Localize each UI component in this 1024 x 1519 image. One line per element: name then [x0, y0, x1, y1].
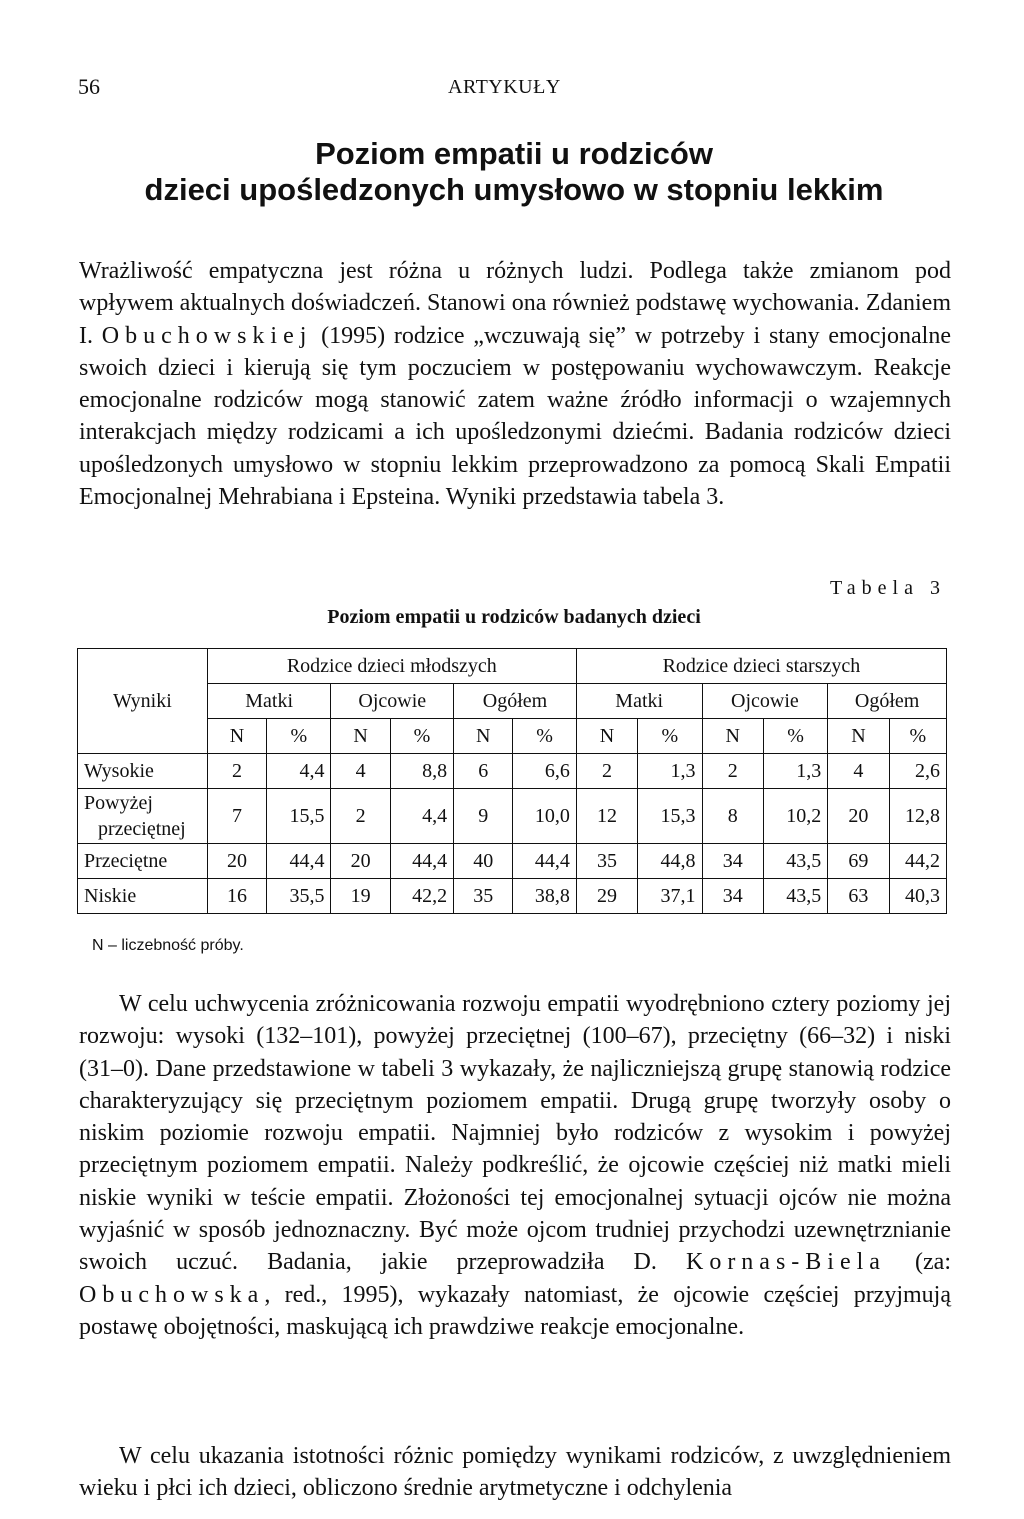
cell-n: 2 — [702, 754, 763, 789]
cell-pct: 15,3 — [638, 789, 702, 844]
article-title-line-1: Poziom empatii u rodziców — [315, 136, 713, 171]
table-row — [78, 754, 947, 789]
author-name-kornas-biela: Kornas-Biela — [685, 1249, 886, 1276]
author-name-obuchowska-2: Obuchowska — [79, 1281, 265, 1308]
table-row — [78, 879, 947, 914]
header-wyniki: Wyniki — [78, 649, 208, 754]
table-title: Poziom empatii u rodziców badanych dzieci — [327, 606, 701, 628]
paragraph-1 — [79, 255, 951, 513]
row-label: Niskie — [78, 879, 208, 914]
cell-n: 20 — [207, 844, 266, 879]
cell-n: 69 — [828, 844, 889, 879]
cell-n: 29 — [576, 879, 637, 914]
cell-n: 35 — [454, 879, 513, 914]
paragraph-3-text: W celu ukazania istotności różnic pomiędzy wynikami rodziców, z uwzględnieniem wieku i płci ich dzieci, obliczono średnie arytmetyczne i odchylenia — [79, 1443, 951, 1502]
row-label: Przeciętne — [78, 844, 208, 879]
cell-pct: 10,2 — [763, 789, 827, 844]
header-pct: % — [763, 719, 827, 754]
cell-pct: 38,8 — [513, 879, 576, 914]
author-name-obuchowska: Obuchowskiej — [101, 322, 313, 349]
cell-pct: 37,1 — [638, 879, 702, 914]
cell-pct: 1,3 — [638, 754, 702, 789]
header-group-younger: Rodzice dzieci młodszych — [207, 649, 576, 684]
cell-n: 34 — [702, 844, 763, 879]
header-pct: % — [390, 719, 453, 754]
cell-pct: 40,3 — [889, 879, 946, 914]
header-pct: % — [638, 719, 702, 754]
cell-pct: 12,8 — [889, 789, 946, 844]
header-group-older: Rodzice dzieci starszych — [576, 649, 946, 684]
cell-pct: 10,0 — [513, 789, 576, 844]
cell-n: 4 — [331, 754, 390, 789]
cell-pct: 8,8 — [390, 754, 453, 789]
cell-pct: 44,4 — [267, 844, 331, 879]
cell-pct: 44,8 — [638, 844, 702, 879]
header-pct: % — [267, 719, 331, 754]
page-number: 56 — [78, 74, 100, 99]
cell-n: 8 — [702, 789, 763, 844]
cell-pct: 15,5 — [267, 789, 331, 844]
paragraph-3 — [79, 1440, 951, 1505]
paragraph-2 — [79, 988, 951, 1343]
cell-pct: 1,3 — [763, 754, 827, 789]
header-n: N — [207, 719, 266, 754]
cell-n: 12 — [576, 789, 637, 844]
header-sub: Matki — [207, 684, 331, 719]
paragraph-2-text-a: W celu uchwycenia zróżnicowania rozwoju empatii wyodrębniono cztery poziomy jej rozwoju: wysoki (132–101), powyżej przeciętnej (100–67), przeciętny (66–32) i niski (31–0). Dane przedstawione w tabeli 3 wykazały, że najliczniejszą grupę stanowią rodzice charakteryzujący się przeciętnym poziomem empatii. Drugą grupę tworzyły osoby o niskim poziomie rozwoju empatii. Najmniej było rodziców z wysokim i powyżej przeciętnym poziomem empatii. Należy podkreślić, że ojcowie częściej niż matki mieli niskie wyniki w teście empatii. Złożoności tej emocjonalnej sytuacji ojców nie można wyjaśnić w sposób jednoznaczny. Być może ojcom trudniej przychodzi uzewnętrznianie swoich uczuć. Badania, jakie przeprowadziła D. — [79, 991, 951, 1276]
cell-pct: 43,5 — [763, 844, 827, 879]
header-pct: % — [513, 719, 576, 754]
cell-n: 35 — [576, 844, 637, 879]
cell-n: 34 — [702, 879, 763, 914]
cell-pct: 44,4 — [390, 844, 453, 879]
cell-n: 20 — [828, 789, 889, 844]
cell-pct: 35,5 — [267, 879, 331, 914]
cell-pct: 43,5 — [763, 879, 827, 914]
cell-pct: 44,4 — [513, 844, 576, 879]
paragraph-1-text-a: Wrażliwość empatyczna jest różna u różnych ludzi. Podlega także zmianom pod wpływem aktualnych doświadczeń. Stanowi ona również podstawę wychowania. Zdaniem I. — [79, 258, 951, 349]
row-label-line-2: przeciętnej — [98, 818, 186, 840]
paragraph-2-text-b: (za: — [885, 1249, 952, 1276]
cell-pct: 42,2 — [390, 879, 453, 914]
table-label: Tabela 3 — [829, 577, 946, 599]
cell-n: 6 — [454, 754, 513, 789]
cell-n: 19 — [331, 879, 390, 914]
cell-pct: 6,6 — [513, 754, 576, 789]
table-row — [78, 789, 947, 844]
table-footnote: N – liczebność próby. — [92, 937, 244, 954]
header-n: N — [454, 719, 513, 754]
header-sub: Ogółem — [828, 684, 947, 719]
cell-n: 4 — [828, 754, 889, 789]
table-header-row-parents — [78, 684, 947, 719]
header-n: N — [331, 719, 390, 754]
results-table — [77, 648, 947, 914]
header-pct: % — [889, 719, 946, 754]
header-sub: Ojcowie — [331, 684, 454, 719]
cell-pct: 4,4 — [267, 754, 331, 789]
cell-n: 2 — [576, 754, 637, 789]
header-sub: Ojcowie — [702, 684, 828, 719]
cell-pct: 44,2 — [889, 844, 946, 879]
running-head: ARTYKUŁY — [448, 76, 561, 98]
cell-n: 2 — [207, 754, 266, 789]
paragraph-1-text-b: (1995) rodzice „wczuwają się” w potrzeby i stany emocjonalne swoich dzieci i kierują się tym poczuciem w postępowaniu wychowawczym. Reakcje emocjonalne rodziców mogą stanowić zatem ważne źródło informacji o wzajemnych interakcjach między rodzicami a ich upośledzonymi dziećmi. Badania rodziców dzieci upośledzonych umysłowo w stopniu lekkim przeprowadzono za pomocą Skali Empatii Emocjonalnej Mehrabiana i Epsteina. Wyniki przedstawia tabela 3. — [79, 322, 952, 511]
table-header-row-units — [78, 719, 947, 754]
row-label — [78, 789, 208, 844]
header-n: N — [702, 719, 763, 754]
header-n: N — [828, 719, 889, 754]
row-label-line-1: Powyżej — [84, 792, 153, 814]
header-sub: Matki — [576, 684, 702, 719]
row-label: Wysokie — [78, 754, 208, 789]
cell-n: 2 — [331, 789, 390, 844]
paragraph-2-text-c: , red., 1995), wykazały natomiast, że ojcowie częściej przyjmują postawę obojętności, maskującą ich prawdziwe reakcje emocjonalne. — [79, 1281, 951, 1340]
cell-n: 9 — [454, 789, 513, 844]
header-n: N — [576, 719, 637, 754]
cell-pct: 4,4 — [390, 789, 453, 844]
cell-pct: 2,6 — [889, 754, 946, 789]
cell-n: 40 — [454, 844, 513, 879]
cell-n: 20 — [331, 844, 390, 879]
table-row — [78, 844, 947, 879]
cell-n: 63 — [828, 879, 889, 914]
header-sub: Ogółem — [454, 684, 577, 719]
table-header-row-groups — [78, 649, 947, 684]
article-title-line-2: dzieci upośledzonych umysłowo w stopniu lekkim — [144, 172, 884, 207]
cell-n: 16 — [207, 879, 266, 914]
cell-n: 7 — [207, 789, 266, 844]
